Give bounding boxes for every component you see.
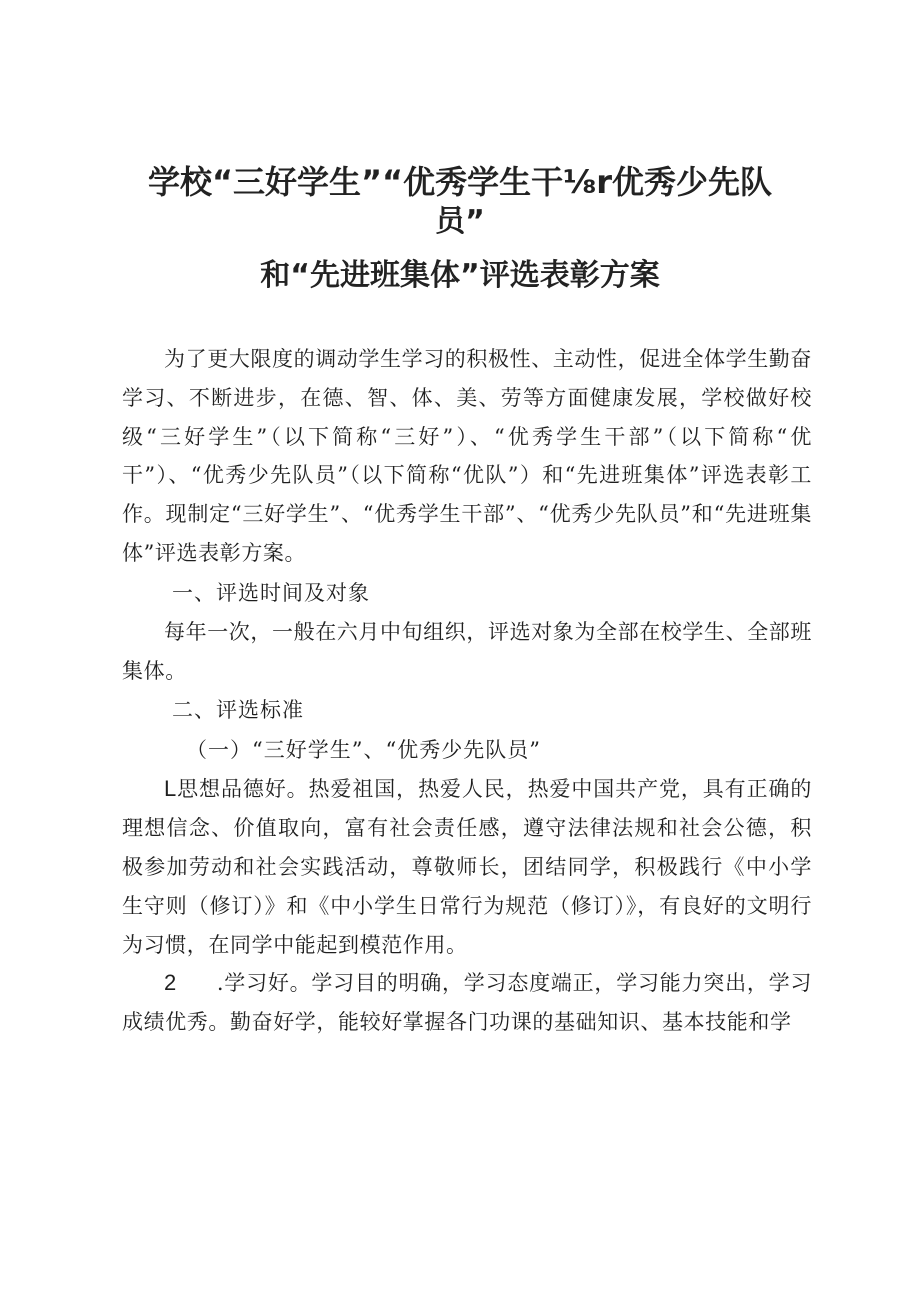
item-1-text: 思想品德好。热爱祖国，热爱人民，热爱中国共产党，具有正确的理想信念、价值取向，富有社会责任感，遵守法律法规和社会公德，积极参加劳动和社会实践活动，尊敬师长，团结同学，积极践行《中小学生守则（修订）》和《中小学生日常行为规范（修订）》，有良好的文明行为习惯，在同学中能起到模范作用。 bbox=[122, 777, 812, 957]
item-2-number: 2 bbox=[164, 970, 177, 996]
item-2-text: .学习好。学习目的明确，学习态度端正，学习能力突出，学习成绩优秀。勤奋好学，能较好掌握各门功课的基础知识、基本技能和学 bbox=[122, 971, 812, 1035]
title-line-1: 学校“三好学生”“优秀学生干⅛r优秀少先队 bbox=[147, 163, 772, 201]
criteria-item-2 bbox=[122, 964, 812, 1042]
intro-paragraph: 为了更大限度的调动学生学习的积极性、主动性，促进全体学生勤奋学习、不断进步，在德、智、体、美、劳等方面健康发展，学校做好校级“三好学生”（以下简称“三好”）、“优秀学生干部”（以下简称“优干”）、“优秀少先队员”（以下简称“优队”）和“先进班集体”评选表彰工作。现制定“三好学生”、“优秀学生干部”、“优秀少先队员”和“先进班集体”评选表彰方案。 bbox=[122, 347, 812, 565]
section-2-heading: 二、评选标准 bbox=[172, 698, 304, 723]
section-1-heading: 一、评选时间及对象 bbox=[172, 580, 370, 605]
criteria-item-1 bbox=[122, 770, 812, 964]
section-1-text: 每年一次，一般在六月中旬组织，评选对象为全部在校学生、全部班集体。 bbox=[122, 619, 812, 683]
document-body bbox=[122, 340, 812, 1042]
document-title bbox=[100, 160, 820, 296]
title-line-3: 和“先进班集体”评选表彰方案 bbox=[260, 258, 660, 293]
subsection-1-heading: （一）“三好学生”、“优秀少先队员” bbox=[186, 738, 541, 763]
item-1-number: L bbox=[164, 776, 177, 802]
title-line-2: 员” bbox=[435, 204, 485, 239]
